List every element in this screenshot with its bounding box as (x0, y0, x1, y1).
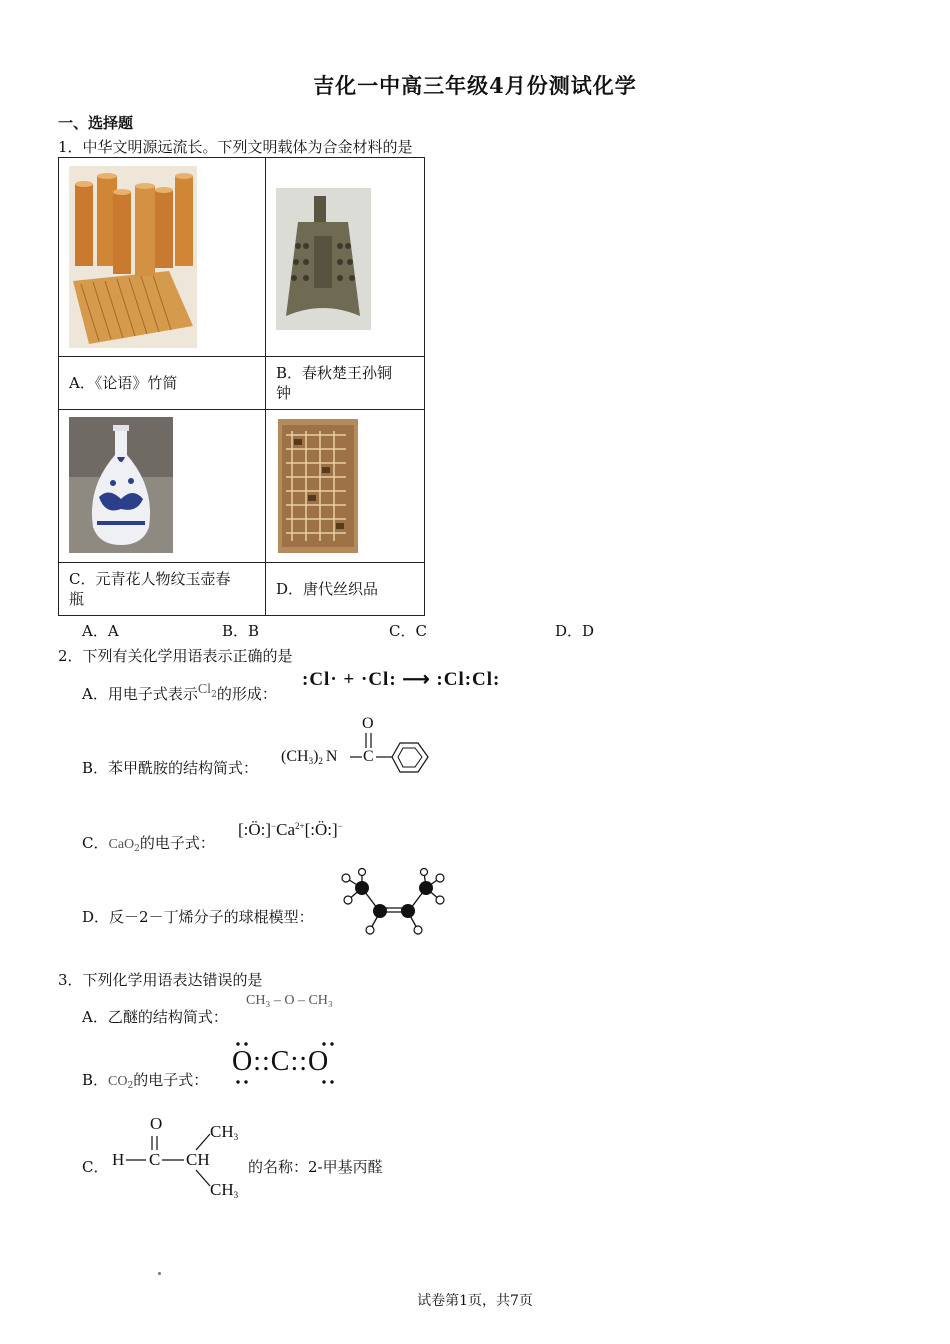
diethyl-ether-formula: CH₃ – O – CH₃ (246, 993, 333, 1008)
question-1-stem: 1．中华文明源远流长。下列文明载体为合金材料的是 (58, 138, 413, 156)
q2-option-b[interactable]: B．苯甲酰胺的结构简式： (82, 759, 259, 777)
cell-image-c (59, 410, 266, 563)
option-d-label: D．唐代丝织品 (266, 563, 425, 616)
q2-option-d[interactable]: D．反－2－丁烯分子的球棍模型： (82, 908, 314, 926)
silk-textile-image (278, 419, 358, 553)
carbonyl-oxygen: O (362, 715, 374, 732)
option-c-label: C．元青花人物纹玉壶春 瓶 (59, 563, 266, 616)
aldehyde-carbon: C (149, 1150, 161, 1169)
cell-image-b (266, 158, 425, 357)
aldehyde-hydrogen: H (112, 1150, 125, 1169)
carbonyl-carbon: C (363, 748, 374, 765)
trans-2-butene-ball-stick-model (338, 868, 448, 940)
cell-image-d (266, 410, 425, 563)
porcelain-vase-image (69, 417, 173, 553)
q3-option-b[interactable]: B．$CO_2$的电子式： (82, 1071, 209, 1091)
co2-lone-pair-dots (230, 1040, 350, 1086)
q1-choice-b[interactable]: B．B (222, 622, 260, 640)
isobutyraldehyde-bonds (112, 1114, 222, 1204)
option-b-label: B．春秋楚王孙铜 钟 (266, 357, 425, 410)
benzamide-bonds (340, 730, 440, 794)
q1-choice-a[interactable]: A．A (82, 622, 119, 640)
bronze-bell-image (276, 188, 371, 330)
aldehyde-oxygen: O (150, 1114, 163, 1133)
page-footer: 试卷第1页，共7页 (417, 1293, 533, 1309)
methine-group: CH (186, 1150, 210, 1169)
q3-option-a[interactable]: A．乙醚的结构简式： (82, 1008, 228, 1026)
section-heading: 一、选择题 (58, 114, 134, 132)
q3-option-c-name: 的名称：2-甲基丙醛 (248, 1158, 383, 1176)
cl2-formation-equation: :Cl· + ·Cl: ⟶ :Cl:Cl: (302, 669, 501, 690)
methyl-bottom: $CH_3$ (210, 1180, 239, 1200)
cell-image-a (59, 158, 266, 357)
question-2-stem: 2．下列有关化学用语表示正确的是 (58, 647, 293, 665)
cao2-electron-formula: $[:Ö:]^-Ca^{2+}[:Ö:]^-$ (238, 820, 343, 839)
co2-electron-formula: O::C::O (232, 1046, 330, 1077)
page-title: 吉化一中高三年级4月份测试化学 (313, 73, 637, 98)
benzamide-structure: $(CH_3)_2$ N (281, 748, 338, 766)
methyl-top: $CH_3$ (210, 1122, 239, 1142)
q1-choice-c[interactable]: C．C (389, 622, 427, 640)
q3-option-c[interactable]: C． (82, 1158, 109, 1176)
q2-option-c[interactable]: C．CaO$_2$的电子式： (82, 834, 215, 854)
option-a-label: A．《论语》竹简 (59, 357, 266, 410)
q2-option-a[interactable]: A．用电子式表示Cl$^2$的形成： (82, 682, 277, 703)
q1-choice-d[interactable]: D．D (555, 622, 595, 640)
bamboo-slips-image (69, 166, 197, 348)
stray-dot (158, 1272, 161, 1275)
question-3-stem: 3．下列化学用语表达错误的是 (58, 971, 263, 989)
question-1-table (58, 157, 425, 616)
